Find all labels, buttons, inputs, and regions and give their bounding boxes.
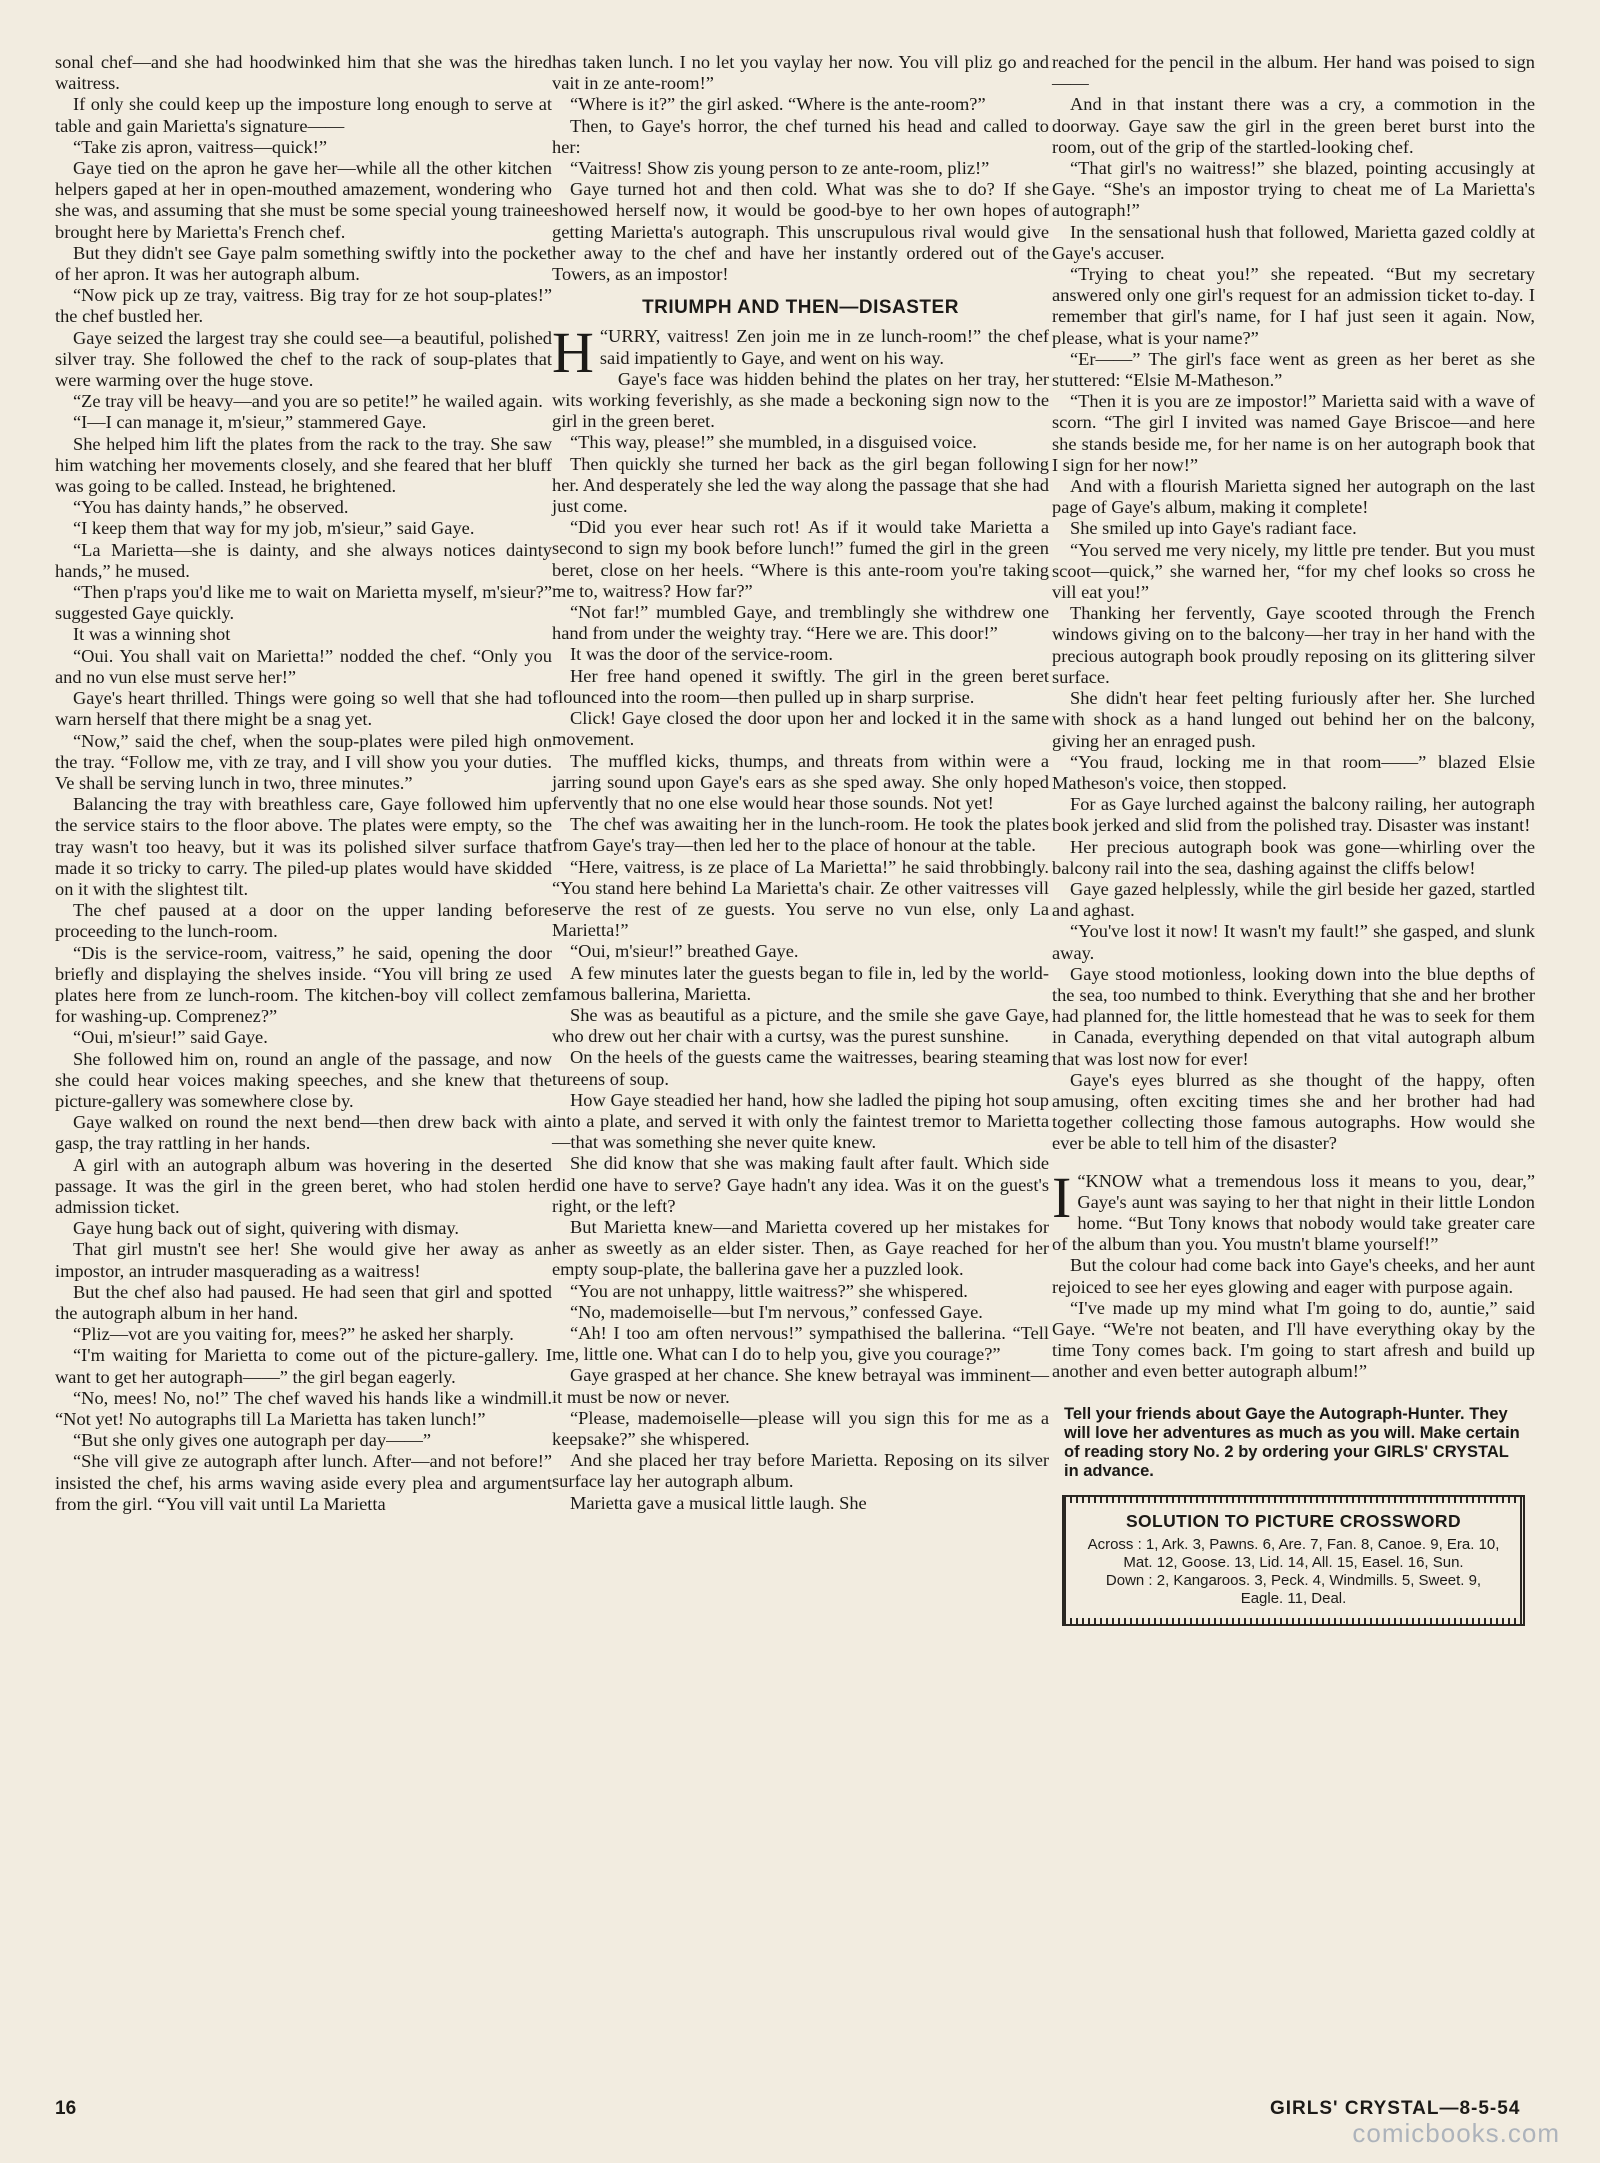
story-paragraph: Gaye tied on the apron he gave her—while all the other kitchen helpers gaped at her in open-mouthed amazement, wondering who she was, and assuming that she must be some special young trainee brought here by Marietta's French chef.: [55, 158, 552, 242]
story-paragraph: “You served me very nicely, my little pre tender. But you must scoot—quick,” she warned her, “for my chef looks so cross he vill eat you!”: [1052, 539, 1535, 603]
story-paragraph: Gaye seized the largest tray she could see—a beautiful, polished silver tray. She followed the chef to the rack of soup-plates that were warming over the huge stove.: [55, 327, 552, 391]
story-paragraph: “Trying to cheat you!” she repeated. “But my secretary answered only one girl's request for an admission ticket to-day. I remember that girl's name, for I haf just seen it again. Now, please, what is your name?”: [1052, 264, 1535, 348]
story-paragraph: “Not far!” mumbled Gaye, and tremblingly she withdrew one hand from under the weighty tray. “Here we are. This door!”: [552, 602, 1049, 644]
story-paragraph: The muffled kicks, thumps, and threats from within were a jarring sound upon Gaye's ears as she sped away. She only hoped fervently that no one else would hear those sounds. Not yet!: [552, 750, 1049, 813]
story-paragraph: “You fraud, locking me in that room——” blazed Elsie Matheson's voice, then stopped.: [1052, 751, 1535, 793]
story-paragraph: Balancing the tray with breathless care, Gaye followed him up the service stairs to the floor above. The plates were empty, so the tray wasn't too heavy, but it was its polished silver surface that made it so tricky to carry. The piled-up plates would have skidded on it with the slightest tilt.: [55, 794, 552, 899]
story-paragraph: “Dis is the service-room, vaitress,” he said, opening the door briefly and displaying the shelves inside. “You vill bring ze used plates here from ze lunch-room. The kitchen-boy vill collect zem for washing-up. Comprenez?”: [55, 942, 552, 1027]
story-paragraph: “You has dainty hands,” he observed.: [73, 497, 349, 518]
issue-date: GIRLS' CRYSTAL—8-5-54: [1270, 2098, 1521, 2119]
story-paragraph: “Now,” said the chef, when the soup-plates were piled high on the tray. “Follow me, vith ze tray, and I vill show you your duties. Ve shall be serving lunch in two, three minutes.”: [55, 730, 552, 793]
story-column-3: [1052, 52, 1535, 1626]
drop-cap: I: [1052, 1164, 1072, 1230]
story-paragraph: “Oui, m'sieur!” said Gaye.: [73, 1027, 268, 1048]
story-paragraph: “That girl's no waitress!” she blazed, pointing accusingly at Gaye. “She's an impostor trying to cheat me of La Marietta's autograph!”: [1052, 158, 1535, 221]
story-paragraph: “I've made up my mind what I'm going to do, auntie,” said Gaye. “We're not beaten, and I'll have everything okay by the time Tony comes back. I'm going to start afresh and build up another and even better autograph album!”: [1052, 1297, 1535, 1382]
watermark: comicbooks.com: [1352, 2118, 1560, 2148]
story-paragraph: A girl with an autograph album was hovering in the deserted passage. It was the girl in the green beret, who had stolen her admission ticket.: [55, 1154, 552, 1217]
story-paragraph: She smiled up into Gaye's radiant face.: [1070, 518, 1357, 539]
story-paragraph: sonal chef—and she had hoodwinked him that she was the hired waitress.: [55, 52, 552, 94]
story-paragraph: Gaye walked on round the next bend—then drew back with a gasp, the tray rattling in her hands.: [55, 1112, 552, 1154]
paragraph-text: “URRY, vaitress! Zen join me in ze lunch-room!” the chef said impatiently to Gaye, and went on his way.: [599, 326, 1049, 368]
story-paragraph: “I—I can manage it, m'sieur,” stammered Gaye.: [73, 412, 427, 433]
story-paragraph: Gaye turned hot and then cold. What was she to do? If she showed herself now, it would be good-bye to her own hopes of getting Marietta's autograph. This unscrupulous rival would give her away to the chef and have her instantly ordered out of the Towers, as an impostor!: [552, 179, 1049, 285]
story-paragraph: She did know that she was making fault after fault. Which side did one have to serve? Gaye hadn't any idea. Was it on the guest's right, or the left?: [552, 1153, 1049, 1216]
story-paragraph: “La Marietta—she is dainty, and she always notices dainty hands,” he mused.: [55, 539, 552, 581]
story-paragraph: Gaye hung back out of sight, quivering with dismay.: [73, 1218, 459, 1239]
story-paragraph: Gaye's eyes blurred as she thought of the happy, often amusing, often exciting times she and her brother had had together collecting those famous autographs. How would she ever be able to tell him of the disaster?: [1052, 1069, 1535, 1154]
story-paragraph: “Then p'raps you'd like me to wait on Marietta myself, m'sieur?” suggested Gaye quickly.: [55, 582, 552, 624]
story-paragraph: For as Gaye lurched against the balcony railing, her autograph book jerked and slid from the polished tray. Disaster was instant!: [1052, 794, 1535, 836]
story-paragraph: “Please, mademoiselle—please will you sign this for me as a keepsake?” she whispered.: [552, 1407, 1049, 1449]
story-paragraph: “Ze tray vill be heavy—and you are so petite!” he wailed again.: [73, 391, 543, 412]
story-paragraph: Then, to Gaye's horror, the chef turned his head and called to her:: [552, 115, 1049, 157]
story-paragraph: has taken lunch. I no let you vaylay her now. You vill pliz go and vait in ze ante-room!”: [552, 52, 1049, 94]
story-paragraph: “Where is it?” the girl asked. “Where is the ante-room?”: [570, 94, 986, 115]
story-paragraph: But they didn't see Gaye palm something swiftly into the pocket of her apron. It was her autograph album.: [55, 242, 552, 285]
story-paragraph: She followed him on, round an angle of the passage, and now she could hear voices making speeches, and she knew that the picture-gallery was somewhere close by.: [55, 1048, 552, 1111]
story-column-1: [55, 52, 552, 1515]
story-paragraph: She didn't hear feet pelting furiously after her. She lurched with shock as a hand lunged out behind her on the balcony, giving her an enraged push.: [1052, 688, 1535, 751]
story-paragraph: And she placed her tray before Marietta. Reposing on its silver surface lay her autograph album.: [552, 1450, 1049, 1492]
story-paragraph: “This way, please!” she mumbled, in a disguised voice.: [570, 432, 977, 453]
story-paragraph: It was a winning shot: [73, 624, 231, 645]
story-paragraph: That girl mustn't see her! She would give her away as an impostor, an intruder masquerading as a waitress!: [55, 1239, 552, 1281]
story-paragraph: How Gaye steadied her hand, how she ladled the piping hot soup into a plate, and served it with only the faintest tremor to Marietta—that was something she never quite knew.: [552, 1089, 1049, 1153]
story-paragraph: She helped him lift the plates from the rack to the tray. She saw him watching her movements closely, and she feared that her bluff was going to be called. Instead, he brightened.: [55, 433, 552, 497]
story-paragraph: “Did you ever hear such rot! As if it would take Marietta a second to sign my book before lunch!” fumed the girl in the green beret, close on her heels. “Where is this ante-room you're taking me to, waitress? How far?”: [552, 517, 1049, 601]
story-paragraph: “Ah! I too am often nervous!” sympathised the ballerina. “Tell me, little one. What can I do to help you, give you courage?”: [552, 1322, 1049, 1365]
story-paragraph: Gaye grasped at her chance. She knew betrayal was imminent—it must be now or never.: [552, 1365, 1049, 1407]
story-paragraph: “No, mademoiselle—but I'm nervous,” confessed Gaye.: [570, 1301, 983, 1322]
story-paragraph: Then quickly she turned her back as the girl began following her. And desperately she led the way along the passage that she had just come.: [552, 453, 1049, 517]
story-paragraph: “Take zis apron, vaitress—quick!”: [73, 136, 328, 157]
story-paragraph: She was as beautiful as a picture, and the smile she gave Gaye, who drew out her chair with a curtsy, was the purest sunshine.: [552, 1004, 1049, 1047]
story-paragraph: “Then it is you are ze impostor!” Marietta said with a wave of scorn. “The girl I invited was named Gaye Briscoe—and here she stands beside me, for her name is on her autograph book that I sign for her now!”: [1052, 391, 1535, 475]
story-paragraph: “Pliz—vot are you vaiting for, mees?” he asked her sharply.: [73, 1324, 514, 1345]
story-paragraph: In the sensational hush that followed, Marietta gazed coldly at Gaye's accuser.: [1052, 221, 1535, 263]
story-paragraph: Marietta gave a musical little laugh. She: [570, 1492, 867, 1513]
story-paragraph: Her free hand opened it swiftly. The girl in the green beret flounced into the room—then pulled up in sharp surprise.: [552, 665, 1049, 707]
story-paragraph: Thanking her fervently, Gaye scooted through the French windows giving on to the balcony—her tray in her hand with the precious autograph book proudly reposing on its glittering silver surface.: [1052, 603, 1535, 687]
story-paragraph: “I keep them that way for my job, m'sieur,” said Gaye.: [73, 518, 475, 539]
story-paragraph: “I'm waiting for Marietta to come out of the picture-gallery. I want to get her autograph——” the girl began eagerly.: [55, 1345, 552, 1387]
story-paragraph: But Marietta knew—and Marietta covered up her mistakes for her as sweetly as an elder sister. Then, as Gaye reached for her empty soup-plate, the ballerina gave her a puzzled look.: [552, 1216, 1049, 1280]
story-paragraph: The chef paused at a door on the upper landing before proceeding to the lunch-room.: [55, 900, 552, 942]
story-paragraph: [552, 320, 1049, 386]
story-paragraph: “You are not unhappy, little waitress?” she whispered.: [570, 1280, 968, 1301]
story-paragraph: reached for the pencil in the album. Her hand was poised to sign——: [1052, 52, 1535, 94]
story-paragraph: It was the door of the service-room.: [570, 644, 834, 665]
story-paragraph: “Now pick up ze tray, vaitress. Big tray for ze hot soup-plates!” the chef bustled her.: [55, 285, 552, 327]
crossword-solution-box: [1062, 1495, 1525, 1626]
page-number: 16: [55, 2098, 77, 2119]
story-paragraph: The chef was awaiting her in the lunch-room. He took the plates from Gaye's tray—then led her to the place of honour at the table.: [552, 814, 1049, 856]
paragraph-text: “KNOW what a tremendous loss it means to you, dear,” Gaye's aunt was saying to her that night in their little London home. “But Tony knows that nobody would take greater care of the album than you. You mustn't blame yourself!”: [1052, 1170, 1535, 1255]
story-paragraph: Her precious autograph book was gone—whirling over the balcony rail into the sea, dashing against the cliffs below!: [1052, 836, 1535, 878]
story-paragraph: Gaye stood motionless, looking down into the blue depths of the sea, too numbed to think. Everything that she and her brother had planned for, the little homestead that he was to seek for them in Canada, everything depended on that vital autograph album that was lost now for ever!: [1052, 963, 1535, 1069]
crossword-solution-title: SOLUTION TO PICTURE CROSSWORD: [1125, 1510, 1462, 1531]
story-paragraph: Click! Gaye closed the door upon her and locked it in the same movement.: [552, 708, 1049, 750]
story-paragraph: [1052, 1164, 1535, 1256]
crossword-down: Down : 2, Kangaroos. 3, Peck. 4, Windmills. 5, Sweet. 9, Eagle. 11, Deal.: [1105, 1571, 1482, 1607]
story-paragraph: “But she only gives one autograph per day——”: [73, 1430, 432, 1451]
next-story-promo: Tell your friends about Gaye the Autograph-Hunter. They will love her adventures as much as you will. Make certain of reading story No. 2 by ordering your GIRLS' CRYSTAL in advance.: [1064, 1404, 1520, 1480]
story-paragraph: “You've lost it now! It wasn't my fault!” she gasped, and slunk away.: [1052, 921, 1535, 963]
story-paragraph: If only she could keep up the imposture long enough to serve at table and gain Marietta's signature——: [55, 94, 552, 136]
story-paragraph: “She vill give ze autograph after lunch. After—and not before!” insisted the chef, his arms waving aside every plea and argument from the girl. “You vill vait until La Marietta: [55, 1451, 552, 1514]
story-paragraph: “Here, vaitress, is ze place of La Marietta!” he said throbbingly. “You stand here behind La Marietta's chair. Ze other vaitresses vill serve the rest of ze guests. You serve no vun else, only La Marietta!”: [552, 856, 1049, 941]
section-heading: TRIUMPH AND THEN—DISASTER: [642, 297, 959, 319]
story-paragraph: “Oui, m'sieur!” breathed Gaye.: [570, 941, 799, 962]
crossword-solution-inner: [1070, 1503, 1517, 1618]
crossword-across: Across : 1, Ark. 3, Pawns. 6, Are. 7, Fan. 8, Canoe. 9, Era. 10, Mat. 12, Goose. 13, Lid. 14, All. 15, Easel. 16, Sun.: [1087, 1535, 1500, 1571]
story-paragraph: Gaye's face was hidden behind the plates on her tray, her wits working feverishly, as she made a beckoning sign now to the girl in the green beret.: [552, 368, 1049, 432]
story-paragraph: “Oui. You shall vait on Marietta!” nodded the chef. “Only you and no vun else must serve her!”: [55, 645, 552, 687]
story-paragraph: Gaye's heart thrilled. Things were going so well that she had to warn herself that there might be a snag yet.: [55, 688, 552, 730]
story-paragraph: But the chef also had paused. He had seen that girl and spotted the autograph album in her hand.: [55, 1281, 552, 1323]
story-paragraph: And with a flourish Marietta signed her autograph on the last page of Gaye's album, making it complete!: [1052, 476, 1535, 518]
drop-cap: H: [552, 320, 594, 386]
story-paragraph: “Er——” The girl's face went as green as her beret as she stuttered: “Elsie M-Matheson.”: [1052, 348, 1535, 391]
story-paragraph: Gaye gazed helplessly, while the girl beside her gazed, startled and aghast.: [1052, 878, 1535, 921]
story-paragraph: And in that instant there was a cry, a commotion in the doorway. Gaye saw the girl in the green beret burst into the room, out of the grip of the startled-looking chef.: [1052, 94, 1535, 157]
story-paragraph: “No, mees! No, no!” The chef waved his hands like a windmill. “Not yet! No autographs till La Marietta has taken lunch!”: [55, 1387, 552, 1429]
story-paragraph: “Vaitress! Show zis young person to ze ante-room, pliz!”: [570, 158, 990, 179]
story-paragraph: But the colour had come back into Gaye's cheeks, and her aunt rejoiced to see her eyes glowing and eager with purpose again.: [1052, 1255, 1535, 1297]
story-paragraph: A few minutes later the guests began to file in, led by the world-famous ballerina, Marietta.: [552, 962, 1049, 1004]
story-paragraph: On the heels of the guests came the waitresses, bearing steaming tureens of soup.: [552, 1047, 1049, 1089]
story-column-2: [552, 52, 1049, 1514]
